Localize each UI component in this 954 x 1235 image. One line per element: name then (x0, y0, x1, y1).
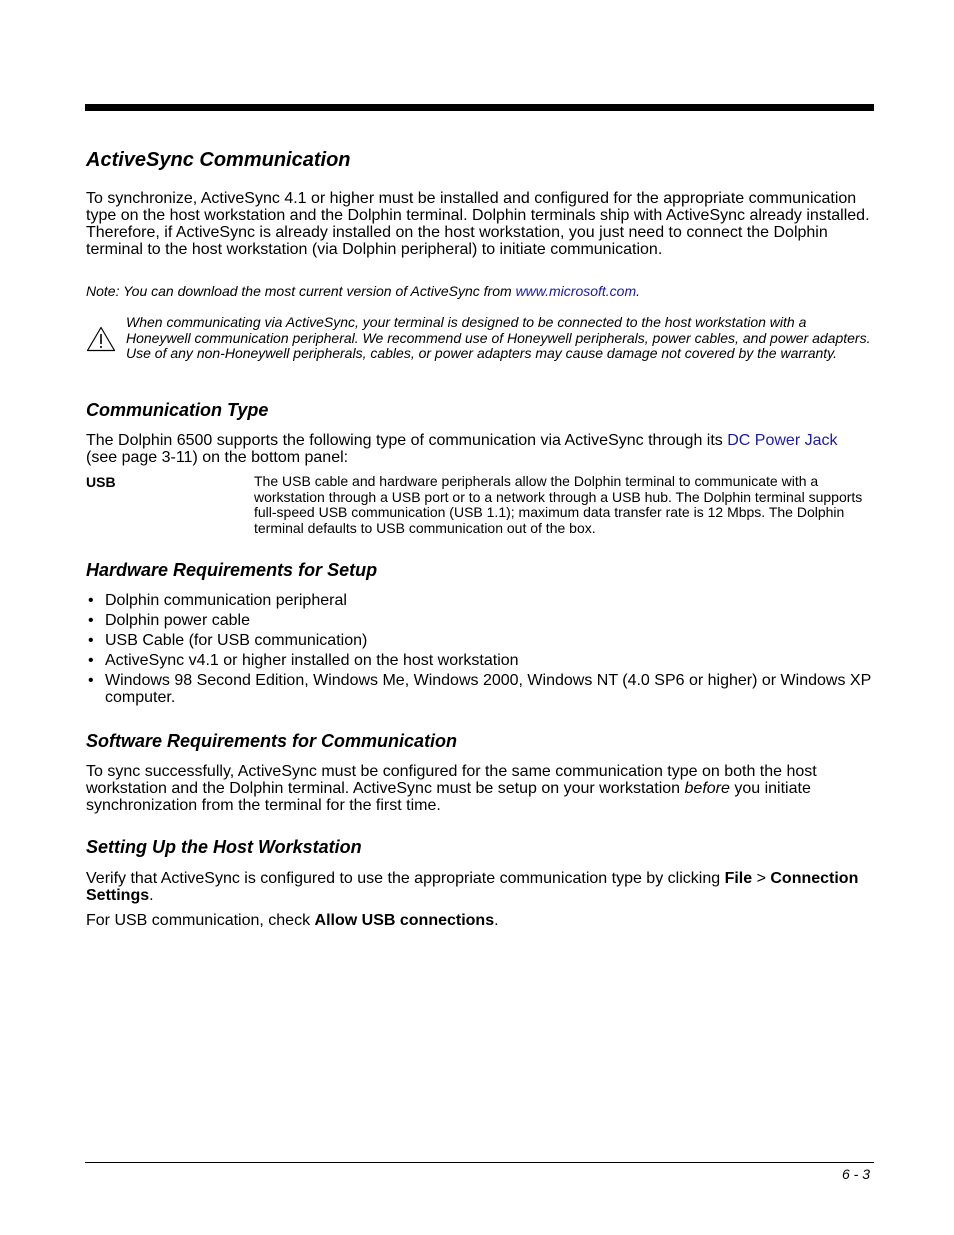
list-item: • ActiveSync v4.1 or higher installed on the host workstation (86, 652, 872, 669)
note-prefix: Note: You can download the most current version of ActiveSync from (86, 283, 516, 299)
setup-paragraph-2 (86, 912, 872, 929)
setup-p1-prefix: Verify that ActiveSync is configured to use the appropriate communication type by clicking (86, 870, 725, 887)
software-para-prefix: To sync successfully, ActiveSync must be configured for the same communication type on both the host workstation and the Dolphin terminal. ActiveSync must be setup on your workstation (86, 763, 817, 797)
list-item: • Windows 98 Second Edition, Windows Me, Windows 2000, Windows NT (4.0 SP6 or higher) or Windows XP computer. (86, 672, 872, 706)
header-rule (85, 104, 874, 111)
software-paragraph (86, 763, 872, 814)
file-menu-ref: File (724, 870, 753, 887)
usb-description: The USB cable and hardware peripherals allow the Dolphin terminal to communicate with a workstation through a USB port or to a network through a USB hub. The Dolphin terminal supports full-speed USB communication (USB 1.1); maximum data transfer rate is 12 Mbps. The Dolphin terminal defaults to USB communication out of the box. (254, 473, 863, 536)
setup-p2-prefix: For USB communication, check (86, 912, 315, 929)
note (86, 283, 640, 300)
footer-rule (85, 1162, 874, 1163)
software-para-emphasis: before (684, 780, 730, 797)
page-number: 6 - 3 (841, 1166, 870, 1182)
caution-text: When communicating via ActiveSync, your terminal is designed to be connected to the host workstation with a Honeywell communication peripheral. We recommend use of Honeywell peripherals, power cables, and power adapters. Use of any non-Honeywell peripherals, cables, or power adapters may cause damage not covered by the warranty. (126, 314, 871, 361)
software-para-suffix: you initiate synchronization from the terminal for the first time. (86, 780, 811, 814)
communication-type-paragraph (86, 432, 872, 466)
comm-para-suffix: (see page 3-11) on the bottom panel: (86, 449, 349, 466)
usb-term: USB (86, 474, 116, 490)
setup-heading: Setting Up the Host Workstation (86, 837, 362, 857)
comm-para-prefix: The Dolphin 6500 supports the following type of communication via ActiveSync through its (86, 432, 728, 449)
list-item: • Dolphin communication peripheral (86, 592, 872, 609)
hardware-list (86, 592, 872, 709)
warning-triangle-icon (86, 326, 116, 352)
setup-p1-mid: > (752, 870, 771, 887)
allow-usb-ref: Allow USB connections (314, 912, 495, 929)
setup-paragraph-1 (86, 870, 872, 904)
list-item: • Dolphin power cable (86, 612, 872, 629)
note-suffix: . (636, 283, 641, 299)
microsoft-link[interactable]: www.microsoft.com (515, 283, 637, 299)
hardware-heading: Hardware Requirements for Setup (86, 560, 378, 580)
list-item: • USB Cable (for USB communication) (86, 632, 872, 649)
dc-power-jack-link[interactable]: DC Power Jack (727, 432, 838, 449)
software-heading: Software Requirements for Communication (86, 731, 458, 751)
setup-p1-suffix: . (149, 887, 154, 904)
section-title: ActiveSync Communication (86, 149, 351, 171)
intro-paragraph: To synchronize, ActiveSync 4.1 or higher must be installed and configured for the appropriate communication type on the host workstation and the Dolphin terminal. Dolphin terminals ship with ActiveSync already installed. Therefore, if ActiveSync is already installed on the host workstation, you just need to connect the Dolphin terminal to the host workstation (via Dolphin peripheral) to initiate communication. (86, 190, 870, 258)
setup-p2-suffix: . (494, 912, 499, 929)
connection-settings-ref: Connection Settings (86, 870, 859, 904)
communication-type-heading: Communication Type (86, 400, 269, 420)
